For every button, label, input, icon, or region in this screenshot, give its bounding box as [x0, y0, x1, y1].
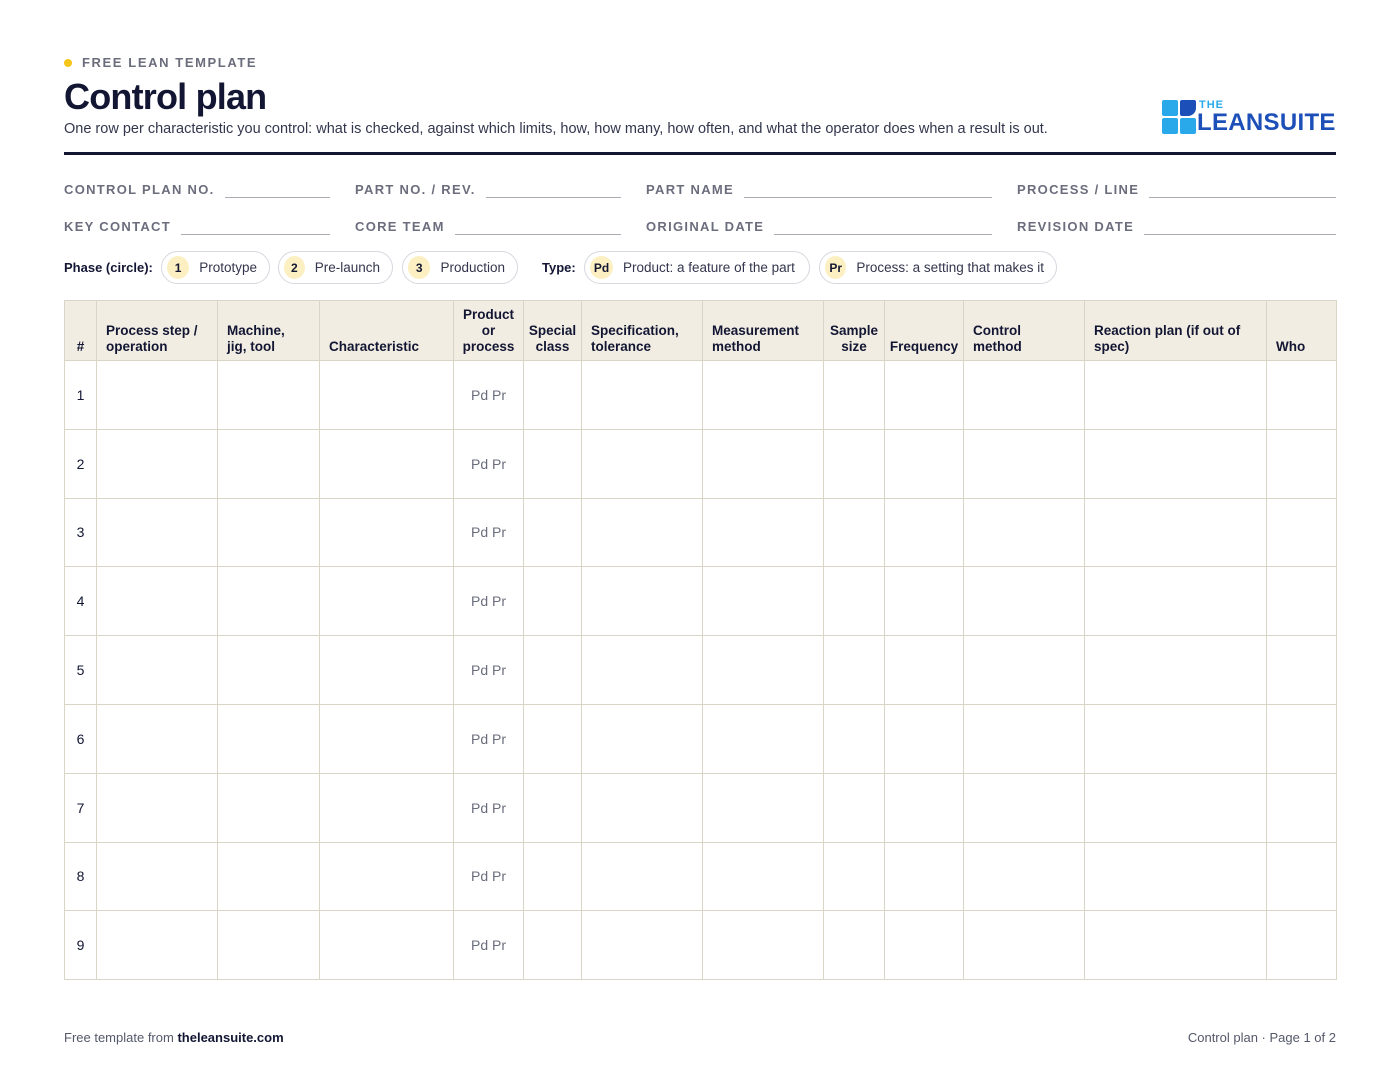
bullet-dot-icon [64, 59, 72, 67]
table-cell[interactable] [218, 361, 320, 430]
table-cell[interactable] [703, 704, 824, 773]
phase-pill-label: Pre-launch [314, 260, 380, 275]
table-cell[interactable] [885, 498, 964, 567]
table-cell[interactable] [524, 361, 582, 430]
row-number-cell: 6 [65, 704, 97, 773]
phase-label: Phase (circle): [64, 260, 153, 275]
col-header-process-step: Process step / operation [97, 301, 218, 361]
table-cell[interactable] [885, 567, 964, 636]
product-or-process-cell[interactable]: Pd Pr [454, 636, 524, 705]
header-rule [64, 152, 1336, 155]
table-cell[interactable] [320, 773, 454, 842]
table-cell[interactable] [97, 842, 218, 911]
table-row [65, 773, 1337, 842]
product-or-process-cell[interactable]: Pd Pr [454, 361, 524, 430]
part-name-field [646, 182, 992, 198]
phase-pill-production[interactable] [402, 251, 518, 284]
table-cell[interactable] [582, 911, 703, 980]
table-cell[interactable] [97, 911, 218, 980]
part-no-rev-input-line[interactable] [486, 182, 621, 198]
eyebrow [64, 55, 257, 70]
logo-square-icon [1180, 118, 1196, 134]
table-cell[interactable] [703, 429, 824, 498]
row-number-cell: 2 [65, 429, 97, 498]
table-cell[interactable] [885, 911, 964, 980]
original-date-input-line[interactable] [774, 219, 992, 235]
table-cell[interactable] [582, 567, 703, 636]
table-cell[interactable] [824, 429, 885, 498]
table-cell[interactable] [885, 704, 964, 773]
part-name-input-line[interactable] [744, 182, 992, 198]
phase-badge: 2 [284, 256, 305, 279]
table-cell[interactable] [1085, 842, 1267, 911]
table-cell[interactable] [824, 498, 885, 567]
table-cell[interactable] [524, 773, 582, 842]
table-cell[interactable] [582, 361, 703, 430]
table-cell[interactable] [1267, 498, 1337, 567]
col-header-sample-size: Sample size [824, 301, 885, 361]
table-cell[interactable] [964, 704, 1085, 773]
process-line-label: PROCESS / LINE [1017, 182, 1140, 197]
table-cell[interactable] [1085, 773, 1267, 842]
table-cell[interactable] [320, 361, 454, 430]
table-cell[interactable] [1267, 567, 1337, 636]
leansuite-logo [1162, 98, 1336, 136]
table-cell[interactable] [218, 911, 320, 980]
table-cell[interactable] [582, 704, 703, 773]
table-cell[interactable] [1267, 361, 1337, 430]
logo-square-icon [1162, 118, 1178, 134]
phase-badge: 3 [408, 256, 430, 279]
original-date-label: ORIGINAL DATE [646, 219, 765, 234]
original-date-field [646, 219, 992, 235]
table-cell[interactable] [524, 842, 582, 911]
table-cell[interactable] [703, 361, 824, 430]
table-cell[interactable] [964, 842, 1085, 911]
col-header-product-or-process: Product or process [454, 301, 524, 361]
table-cell[interactable] [320, 911, 454, 980]
row-number-cell: 7 [65, 773, 97, 842]
product-or-process-cell[interactable]: Pd Pr [454, 704, 524, 773]
table-row [65, 361, 1337, 430]
table-cell[interactable] [524, 704, 582, 773]
table-cell[interactable] [582, 429, 703, 498]
footer-page-info: Control plan · Page 1 of 2 [1187, 1030, 1336, 1045]
table-cell[interactable] [320, 704, 454, 773]
table-cell[interactable] [320, 567, 454, 636]
table-cell[interactable] [97, 567, 218, 636]
table-cell[interactable] [1085, 498, 1267, 567]
footer-site-link[interactable]: theleansuite.com [177, 1030, 284, 1045]
col-header-characteristic: Characteristic [320, 301, 454, 361]
table-cell[interactable] [964, 636, 1085, 705]
phase-badge: 1 [167, 256, 189, 279]
col-header-who: Who [1267, 301, 1337, 361]
core-team-input-line[interactable] [455, 219, 621, 235]
table-cell[interactable] [524, 911, 582, 980]
table-cell[interactable] [1267, 773, 1337, 842]
table-cell[interactable] [218, 429, 320, 498]
table-row [65, 636, 1337, 705]
table-cell[interactable] [218, 773, 320, 842]
table-cell[interactable] [218, 498, 320, 567]
table-cell[interactable] [1267, 842, 1337, 911]
product-or-process-cell[interactable]: Pd Pr [454, 567, 524, 636]
table-cell[interactable] [964, 429, 1085, 498]
phase-pill-label: Prototype [199, 260, 257, 275]
table-cell[interactable] [320, 842, 454, 911]
row-number-cell: 1 [65, 361, 97, 430]
table-cell[interactable] [218, 567, 320, 636]
row-number-cell: 8 [65, 842, 97, 911]
product-or-process-cell[interactable]: Pd Pr [454, 842, 524, 911]
part-no-rev-label: PART NO. / REV. [355, 182, 476, 197]
logo-name: LEANSUITE [1197, 109, 1336, 136]
table-cell[interactable] [1267, 911, 1337, 980]
table-cell[interactable] [824, 361, 885, 430]
col-header-frequency: Frequency [885, 301, 964, 361]
product-or-process-cell[interactable]: Pd Pr [454, 429, 524, 498]
col-header-control-method: Control method [964, 301, 1085, 361]
col-header-measurement-method: Measurement method [703, 301, 824, 361]
table-cell[interactable] [964, 567, 1085, 636]
table-cell[interactable] [885, 361, 964, 430]
type-pill-label: Product: a feature of the part [623, 260, 795, 275]
key-contact-label: KEY CONTACT [64, 219, 171, 234]
type-pill-product[interactable] [584, 251, 810, 284]
table-cell[interactable] [824, 842, 885, 911]
revision-date-label: REVISION DATE [1017, 219, 1135, 234]
row-number-cell: 3 [65, 498, 97, 567]
type-pill-process[interactable] [819, 251, 1057, 284]
table-cell[interactable] [703, 773, 824, 842]
table-cell[interactable] [1085, 911, 1267, 980]
table-cell[interactable] [320, 498, 454, 567]
footer-credit-prefix: Free template from [64, 1030, 174, 1045]
table-row [65, 842, 1337, 911]
control-plan-no-label: CONTROL PLAN NO. [64, 182, 215, 197]
table-cell[interactable] [1085, 636, 1267, 705]
table-header-row [65, 301, 1337, 361]
phase-pill-pre-launch[interactable] [278, 251, 393, 284]
table-cell[interactable] [1267, 704, 1337, 773]
control-plan-no-field [64, 182, 330, 198]
table-cell[interactable] [524, 498, 582, 567]
type-label: Type: [542, 260, 576, 275]
key-contact-input-line[interactable] [181, 219, 330, 235]
phase-pill-prototype[interactable] [161, 251, 270, 284]
table-cell[interactable] [582, 773, 703, 842]
table-cell[interactable] [1267, 636, 1337, 705]
table-cell[interactable] [320, 636, 454, 705]
col-header-machine: Machine, jig, tool [218, 301, 320, 361]
table-cell[interactable] [97, 429, 218, 498]
table-cell[interactable] [97, 704, 218, 773]
table-cell[interactable] [582, 842, 703, 911]
page-title: Control plan [64, 76, 267, 117]
table-cell[interactable] [885, 636, 964, 705]
table-cell[interactable] [824, 567, 885, 636]
table-cell[interactable] [218, 842, 320, 911]
row-number-cell: 9 [65, 911, 97, 980]
type-badge: Pr [825, 256, 846, 279]
table-cell[interactable] [703, 842, 824, 911]
table-cell[interactable] [885, 773, 964, 842]
table-cell[interactable] [97, 636, 218, 705]
table-cell[interactable] [1267, 429, 1337, 498]
page-subtitle: One row per characteristic you control: what is checked, against which limits, how, how many, how often, and what the operator does when a result is out. [64, 121, 1048, 137]
col-header-special-class: Special class [524, 301, 582, 361]
part-name-label: PART NAME [646, 182, 735, 197]
col-header-number: # [65, 301, 97, 361]
phase-pill-label: Production [440, 260, 505, 275]
logo-the: THE [1199, 99, 1224, 111]
table-cell[interactable] [1085, 429, 1267, 498]
type-badge: Pd [590, 256, 613, 279]
table-cell[interactable] [1085, 361, 1267, 430]
table-cell[interactable] [964, 911, 1085, 980]
table-cell[interactable] [964, 773, 1085, 842]
process-line-input-line[interactable] [1149, 182, 1336, 198]
table-cell[interactable] [97, 773, 218, 842]
key-contact-field [64, 219, 330, 235]
table-cell[interactable] [218, 636, 320, 705]
table-cell[interactable] [885, 429, 964, 498]
core-team-label: CORE TEAM [355, 219, 445, 234]
type-pill-label: Process: a setting that makes it [856, 260, 1044, 275]
table-cell[interactable] [703, 911, 824, 980]
table-cell[interactable] [97, 361, 218, 430]
table-cell[interactable] [320, 429, 454, 498]
eyebrow-text: FREE LEAN TEMPLATE [82, 55, 258, 70]
product-or-process-cell[interactable]: Pd Pr [454, 911, 524, 980]
revision-date-input-line[interactable] [1144, 219, 1336, 235]
core-team-field [355, 219, 621, 235]
table-cell[interactable] [703, 567, 824, 636]
product-or-process-cell[interactable]: Pd Pr [454, 498, 524, 567]
part-no-rev-field [355, 182, 621, 198]
table-cell[interactable] [703, 498, 824, 567]
table-cell[interactable] [524, 636, 582, 705]
row-number-cell: 4 [65, 567, 97, 636]
table-cell[interactable] [582, 636, 703, 705]
table-cell[interactable] [97, 498, 218, 567]
table-cell[interactable] [582, 498, 703, 567]
table-row [65, 498, 1337, 567]
table-row [65, 429, 1337, 498]
table-cell[interactable] [964, 361, 1085, 430]
product-or-process-cell[interactable]: Pd Pr [454, 773, 524, 842]
table-cell[interactable] [885, 842, 964, 911]
table-cell[interactable] [964, 498, 1085, 567]
table-cell[interactable] [1085, 567, 1267, 636]
control-plan-table [64, 300, 1337, 980]
table-cell[interactable] [703, 636, 824, 705]
col-header-reaction-plan: Reaction plan (if out of spec) [1085, 301, 1267, 361]
table-cell[interactable] [824, 911, 885, 980]
footer-credit [64, 1030, 284, 1045]
table-cell[interactable] [524, 567, 582, 636]
table-row [65, 567, 1337, 636]
table-cell[interactable] [824, 636, 885, 705]
table-row [65, 704, 1337, 773]
table-cell[interactable] [1085, 704, 1267, 773]
process-line-field [1017, 182, 1336, 198]
logo-square-icon [1180, 100, 1196, 116]
row-number-cell: 5 [65, 636, 97, 705]
revision-date-field [1017, 219, 1336, 235]
col-header-specification: Specification, tolerance [582, 301, 703, 361]
legend-row [64, 251, 1336, 284]
table-cell[interactable] [824, 704, 885, 773]
table-cell[interactable] [824, 773, 885, 842]
table-cell[interactable] [524, 429, 582, 498]
control-plan-page [64, 0, 1336, 1082]
table-row [65, 911, 1337, 980]
table-cell[interactable] [218, 704, 320, 773]
logo-square-icon [1162, 100, 1178, 116]
control-plan-no-input-line[interactable] [225, 182, 330, 198]
